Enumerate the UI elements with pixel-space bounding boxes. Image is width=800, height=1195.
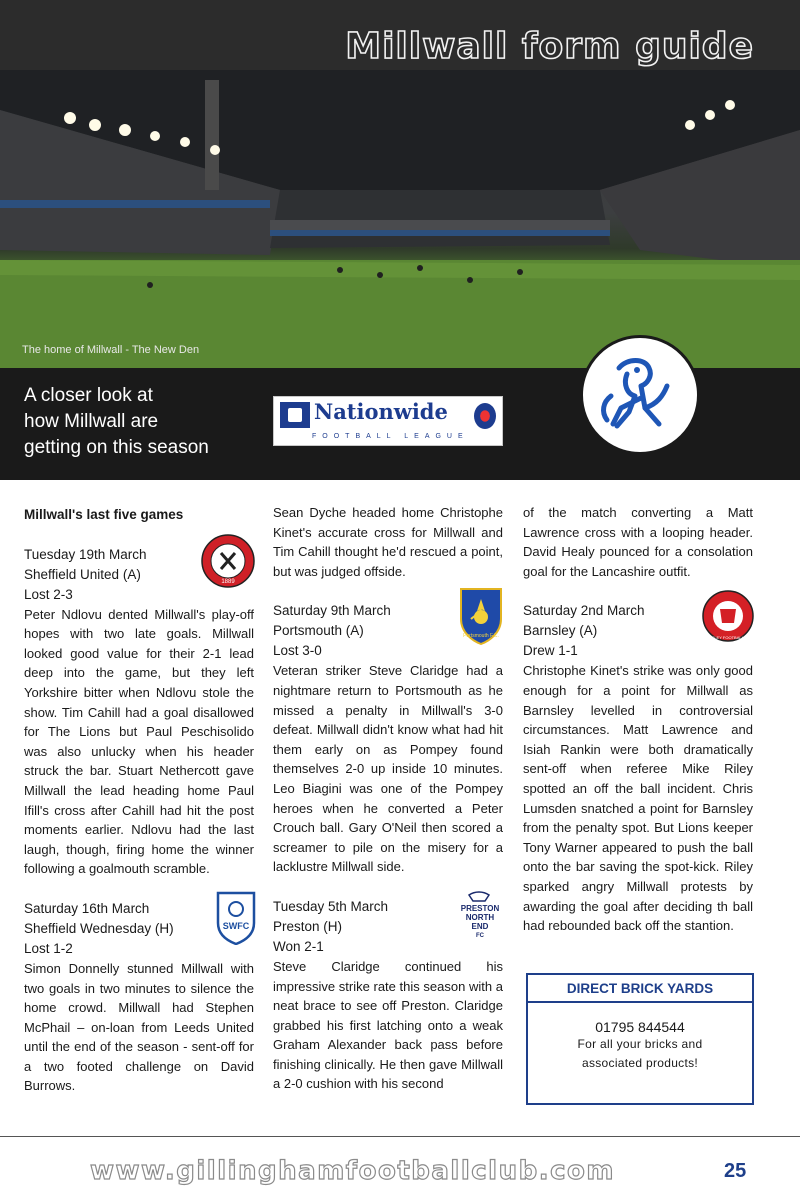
match-date: Saturday 2nd March [523, 603, 645, 619]
match-result: Lost 1-2 [24, 940, 73, 956]
advert-line: For all your bricks and [577, 1037, 703, 1051]
match-report: Christophe Kinet's strike was only good enough for a point for Millwall as Barnsley levelled in controversial circumstances. Matt Lawrence and Isiah Rankin were both dramatically sent-off when referee Mike Riley spotted an off the ball incident. Chris Lumsden snatched a point for Barnsley from the penalty spot. But Lions keeper Tony Warner appeared to push the ball onto the bar saving the spot-kick. Riley sparked angry Millwall protests by awarding the goal after deciding th ball had rebounded back off the stantion. [523, 663, 753, 934]
sheffield-wednesday-crest-icon [216, 889, 256, 951]
match-report: Veteran striker Steve Claridge had a nightmare return to Portsmouth as he missed a penalty in Millwall's 3-0 defeat. Millwall didn't know what had hit them early on as Pompey found themselves 2-0 up inside 10 minutes. Leo Biagini was one of the Pompey heroes when he converted a Peter Crouch ball. Gary O'Neil then scored a screamer to pile on the misery for a lacklustre Millwall side. [273, 663, 503, 875]
footer-url: www.gillinghamfootballclub.com [90, 1156, 615, 1186]
match-barnsley [523, 601, 753, 935]
millwall-lion-crest [580, 335, 700, 455]
column-3 [523, 503, 753, 936]
column-1 [24, 503, 254, 1096]
advert-phone: 01795 844544 [595, 1019, 685, 1035]
sheffield-united-crest-icon [200, 533, 256, 595]
nationwide-mark-icon [280, 402, 310, 428]
match-sheffield-wednesday [24, 899, 254, 1096]
league-badge-icon [474, 403, 496, 429]
match-opponent: Sheffield Wednesday (H) [24, 920, 174, 936]
match-date: Saturday 9th March [273, 603, 391, 619]
crest-year: 1889 [221, 578, 235, 585]
match-date: Tuesday 19th March [24, 546, 147, 562]
match-report-continued: of the match converting a Matt Lawrence cross with a looping header. David Healy pounced for a consolation goal for the Lancashire outfit. [523, 505, 753, 579]
crest-text: PRESTON [460, 903, 500, 913]
match-opponent: Barnsley (A) [523, 623, 598, 639]
crest-text: Portsmouth F.C. [463, 633, 499, 640]
stadium-photo [0, 70, 800, 368]
match-portsmouth [273, 601, 503, 877]
promo-line: how Millwall are [24, 411, 159, 432]
match-report-continued: Sean Dyche headed home Christophe Kinet's accurate cross for Millwall and Tim Cahill thought he'd rescued a point, but was judged offside. [273, 505, 503, 579]
crest-text: NORTH [465, 912, 495, 922]
stadium-illustration [0, 70, 800, 368]
crest-text: END [471, 921, 489, 931]
footer-divider [0, 1136, 800, 1137]
promo-line: getting on this season [24, 437, 209, 458]
advert-box [526, 973, 754, 1105]
promo-line: A closer look at [24, 385, 153, 406]
match-report: Simon Donnelly stunned Millwall with two goals in two minutes to silence the home crowd. Millwall had Stephen McPhail – on-loan from Leeds United until the end of the season - sent-off for a two footed challenge on David Burrows. [24, 960, 254, 1094]
match-report: Steve Claridge continued his impressive strike rate this season with a neat brace to see off Preston. Claridge grabbed his first latching onto a weak Graham Alexander back pass before finishing clinically. He then gave Millwall a 2-0 cushion with his second [273, 958, 503, 1092]
sponsor-sub: FOOTBALL LEAGUE [312, 433, 469, 440]
photo-caption: The home of Millwall - The New Den [22, 344, 200, 356]
crest-text: SWFC [222, 920, 250, 931]
match-date: Saturday 16th March [24, 900, 150, 916]
nationwide-league-logo [273, 396, 503, 446]
match-report: Peter Ndlovu dented Millwall's play-off hopes with two late goals. Millwall looked good value for their 2-1 lead deep into the game, but they left Yorkshire bitter when Ndlovu stole the show. Tim Cahill had a goal disallowed for The Lions but Paul Peschisolido was also unlucky when his header struck the bar. Stuart Nethercott gave Millwall the lead heading home Paul Ifill's cross after Cahill had hit the post moments earlier. Ndlovu had the last laugh, though, firing home the winner following a goalmouth scramble. [24, 606, 254, 877]
page-title: Millwall form guide [345, 26, 754, 67]
match-opponent: Portsmouth (A) [273, 623, 364, 639]
match-opponent: Preston (H) [273, 918, 343, 934]
crest-text: BARNSLEY FOOTBALL CLUB [701, 635, 755, 641]
lion-icon [583, 338, 697, 452]
portsmouth-crest-icon [459, 587, 503, 651]
barnsley-crest-icon [701, 589, 755, 649]
match-opponent: Sheffield United (A) [24, 566, 141, 582]
match-result: Lost 3-0 [273, 643, 322, 659]
preston-crest-icon [459, 889, 501, 949]
crest-text: FC [476, 932, 484, 939]
advert-line: associated products! [581, 1056, 699, 1070]
promo-text [24, 383, 264, 461]
sponsor-name: Nationwide [314, 399, 448, 424]
advert-title: DIRECT BRICK YARDS [528, 975, 752, 1003]
section-heading: Millwall's last five games [24, 507, 184, 522]
match-preston [273, 897, 503, 1094]
match-result: Lost 2-3 [24, 586, 73, 602]
page-number: 25 [724, 1160, 747, 1182]
match-result: Won 2-1 [273, 938, 324, 954]
match-result: Drew 1-1 [523, 643, 578, 659]
match-sheffield-united [24, 545, 254, 879]
column-2 [273, 503, 503, 1094]
match-date: Tuesday 5th March [273, 898, 389, 914]
